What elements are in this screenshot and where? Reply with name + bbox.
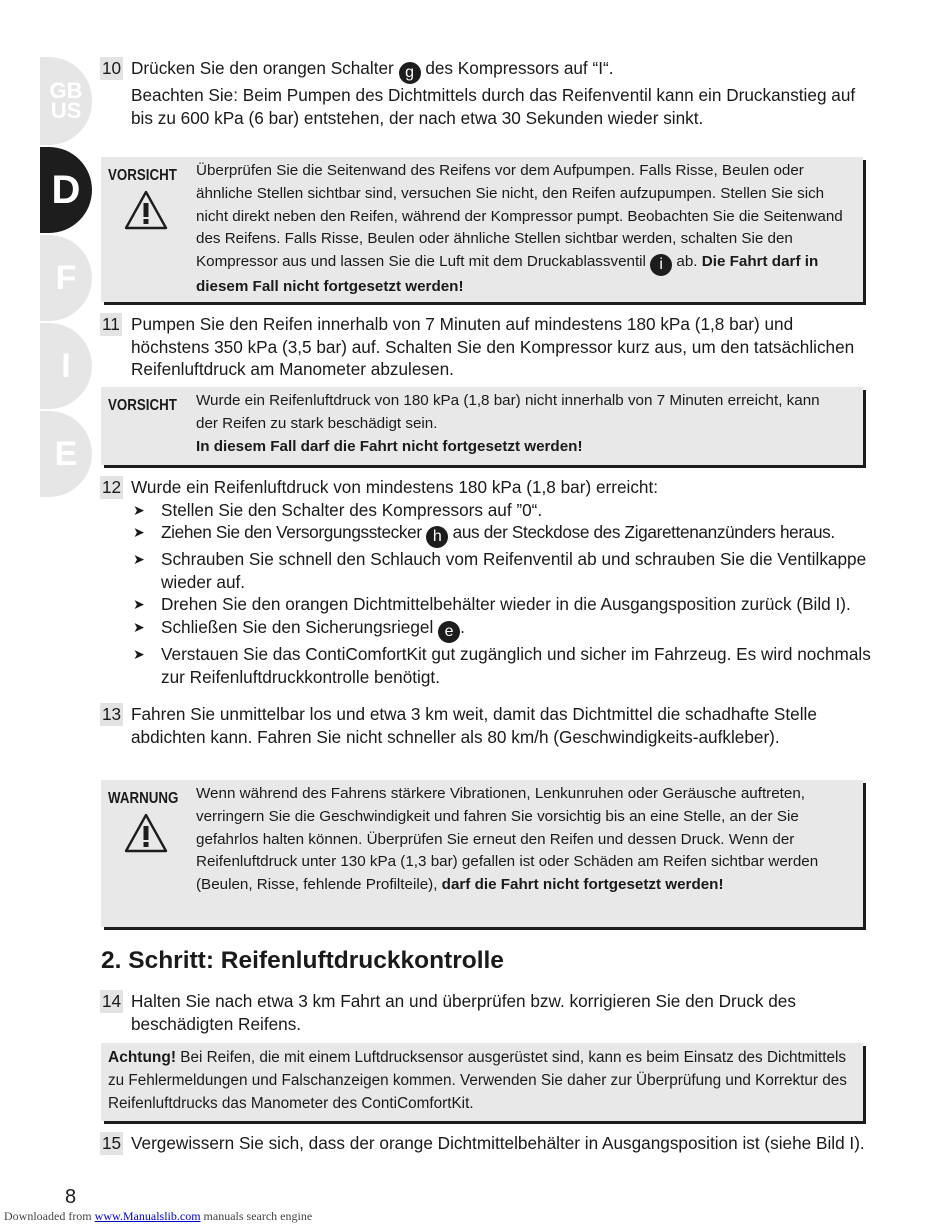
list-item-text: Schließen Sie den Sicherungsriegel [161,616,434,637]
page-number: 8 [65,1186,77,1208]
step-13 [100,703,870,748]
step-number: 13 [102,704,122,724]
step-number: 12 [102,477,122,497]
tab-label-us: US [50,98,82,123]
warning-triangle-icon [124,190,168,230]
language-tabs [40,57,92,497]
section-heading: 2. Schritt: Reifenluftdruckkontrolle [101,947,504,974]
reference-badge: g [399,62,421,84]
caution-label: VORSICHT [108,167,177,184]
list-item [131,499,880,522]
caution-bold-text: In diesem Fall darf die Fahrt nicht fortgesetzt werden! [196,437,583,455]
step-number: 11 [102,314,120,334]
list-item-text: Verstauen Sie das ContiComfortKit gut zugänglich und sicher im Fahrzeug. Es wird nochmals zur Reifenluftdruckkontrolle benötigt. [161,643,871,687]
step-text: des Kompressors auf “I“. [425,58,614,78]
language-tab-i[interactable] [40,323,92,409]
caution-box [101,387,863,465]
caution-text: Wurde ein Reifenluftdruck von 180 kPa (1,8 bar) nicht innerhalb von 7 Minuten erreicht, kann der Reifen zu stark beschädigt sein. [196,392,820,432]
list-item-text: aus der Steckdose des Zigarettenanzünders heraus. [452,522,835,543]
list-item-text: Stellen Sie den Schalter des Kompressors auf ”0“. [161,499,543,520]
download-footer [4,1209,312,1224]
reference-badge: i [650,254,672,276]
caution-text: Überprüfen Sie die Seitenwand des Reifens vor dem Aufpumpen. Falls Risse, Beulen oder ähnliche Stellen sichtbar sind, versuchen Sie nicht, den Reifen aufzupumpen. Stellen Sie sich nicht direkt neben den Reifen, während der Kompressor pumpt. Beobachten Sie die Seitenwand des Reifens. Falls Risse, Beulen oder ähnliche Stellen sichtbar werden, schalten Sie den Kompressor aus und lassen Sie die Luft mit dem Druckablassventil [196,162,843,271]
caution-text: ab. [676,253,698,271]
step-text: Vergewissern Sie sich, dass der orange Dichtmittelbehälter in Ausgangsposition ist (siehe Bild I). [131,1133,865,1153]
step-number: 14 [102,991,122,1011]
attention-text: Bei Reifen, die mit einem Luftdrucksensor ausgerüstet sind, kann es beim Einsatz des Dichtmittels zu Fehlermeldungen und Falschanzeigen kommen. Verwenden Sie daher zur Überprüfung und Korrektur des Reifenluftdrucks das Manometer des ContiComfortKit. [108,1049,847,1112]
list-item-text: . [460,616,465,637]
warning-triangle-icon [124,813,168,853]
list-item [131,616,880,643]
step-text: Fahren Sie unmittelbar los und etwa 3 km weit, damit das Dichtmittel die schadhafte Stelle abdichten kann. Fahren Sie nicht schneller als 80 km/h (Geschwindigkeits-aufkleber). [131,704,817,747]
reference-badge: h [426,526,448,548]
list-item [131,548,880,593]
manualslib-link[interactable]: www.Manualslib.com [94,1209,201,1223]
step-number: 15 [102,1133,122,1153]
tab-label-f: F [55,258,77,297]
list-item [131,521,880,548]
step-text: Wurde ein Reifenluftdruck von mindestens 180 kPa (1,8 bar) erreicht: [131,477,659,497]
language-tab-d[interactable] [40,147,92,233]
language-tab-gb-us[interactable] [40,57,92,145]
caution-label: VORSICHT [108,397,177,414]
arrow-bullet-icon: ➤ [133,618,145,635]
list-item-text: Schrauben Sie schnell den Schlauch vom Reifenventil ab und schrauben Sie die Ventilkappe wieder auf. [161,549,867,592]
list-item [131,643,880,688]
warning-label: WARNUNG [108,790,179,807]
attention-box [101,1043,863,1121]
step-text: Pumpen Sie den Reifen innerhalb von 7 Minuten auf mindestens 180 kPa (1,8 bar) und höchstens 350 kPa (3,5 bar) auf. Schalten Sie den Kompressor kurz aus, um den tatsächlichen Reifenluftdruck am Manometer abzulesen. [131,314,855,380]
list-item [131,593,880,616]
arrow-bullet-icon: ➤ [133,501,145,518]
step-text: Halten Sie nach etwa 3 km Fahrt an und überprüfen bzw. korrigieren Sie den Druck des beschädigten Reifens. [131,991,796,1034]
tab-label-d: D [51,167,81,212]
arrow-bullet-icon: ➤ [133,551,145,568]
bullet-list [131,499,880,689]
warning-box [101,780,863,927]
step-14 [100,990,870,1035]
tab-label-i: I [61,346,71,385]
arrow-bullet-icon: ➤ [133,524,145,541]
step-15 [100,1132,870,1155]
step-number: 10 [102,58,122,78]
footer-prefix: Downloaded from [4,1209,92,1223]
reference-badge: e [438,621,460,643]
warning-bold-text: darf die Fahrt nicht fortgesetzt werden! [441,876,724,894]
language-tab-e[interactable] [40,411,92,497]
step-12 [100,476,880,688]
list-item-text: Ziehen Sie den Versorgungsstecker [161,522,422,543]
language-tab-f[interactable] [40,235,92,321]
step-text: Drücken Sie den orangen Schalter [131,58,394,78]
arrow-bullet-icon: ➤ [133,596,145,613]
step-10 [100,57,870,129]
caution-bold-text: Die Fahrt darf in diesem Fall nicht fortgesetzt werden! [196,253,819,296]
tab-label-e: E [54,434,78,473]
warning-text: Wenn während des Fahrens stärkere Vibrationen, Lenkunruhen oder Geräusche auftreten, verringern Sie die Geschwindigkeit und fahren Sie vorsichtig bis an eine Stelle, an der Sie gefahrlos halten können. Überprüfen Sie erneut den Reifen und dessen Druck. Wenn der Reifenluftdruck unter 130 kPa (1,3 bar) gefallen ist oder Schäden am Reifen sichtbar werden (Beulen, Risse, fehlende Profilteile), [196,785,819,894]
attention-label: Achtung! [108,1049,177,1066]
list-item-text: Drehen Sie den orangen Dichtmittelbehälter wieder in die Ausgangsposition zurück (Bild I). [161,594,851,615]
arrow-bullet-icon: ➤ [133,645,145,662]
tab-label-gb: GB [49,78,83,103]
caution-box [101,157,863,302]
footer-suffix: manuals search engine [203,1209,313,1223]
step-note: Beachten Sie: Beim Pumpen des Dichtmittels durch das Reifenventil kann ein Druckanstieg auf bis zu 600 kPa (6 bar) entstehen, der nach etwa 30 Sekunden wieder sinkt. [131,85,856,128]
step-11 [100,313,870,381]
